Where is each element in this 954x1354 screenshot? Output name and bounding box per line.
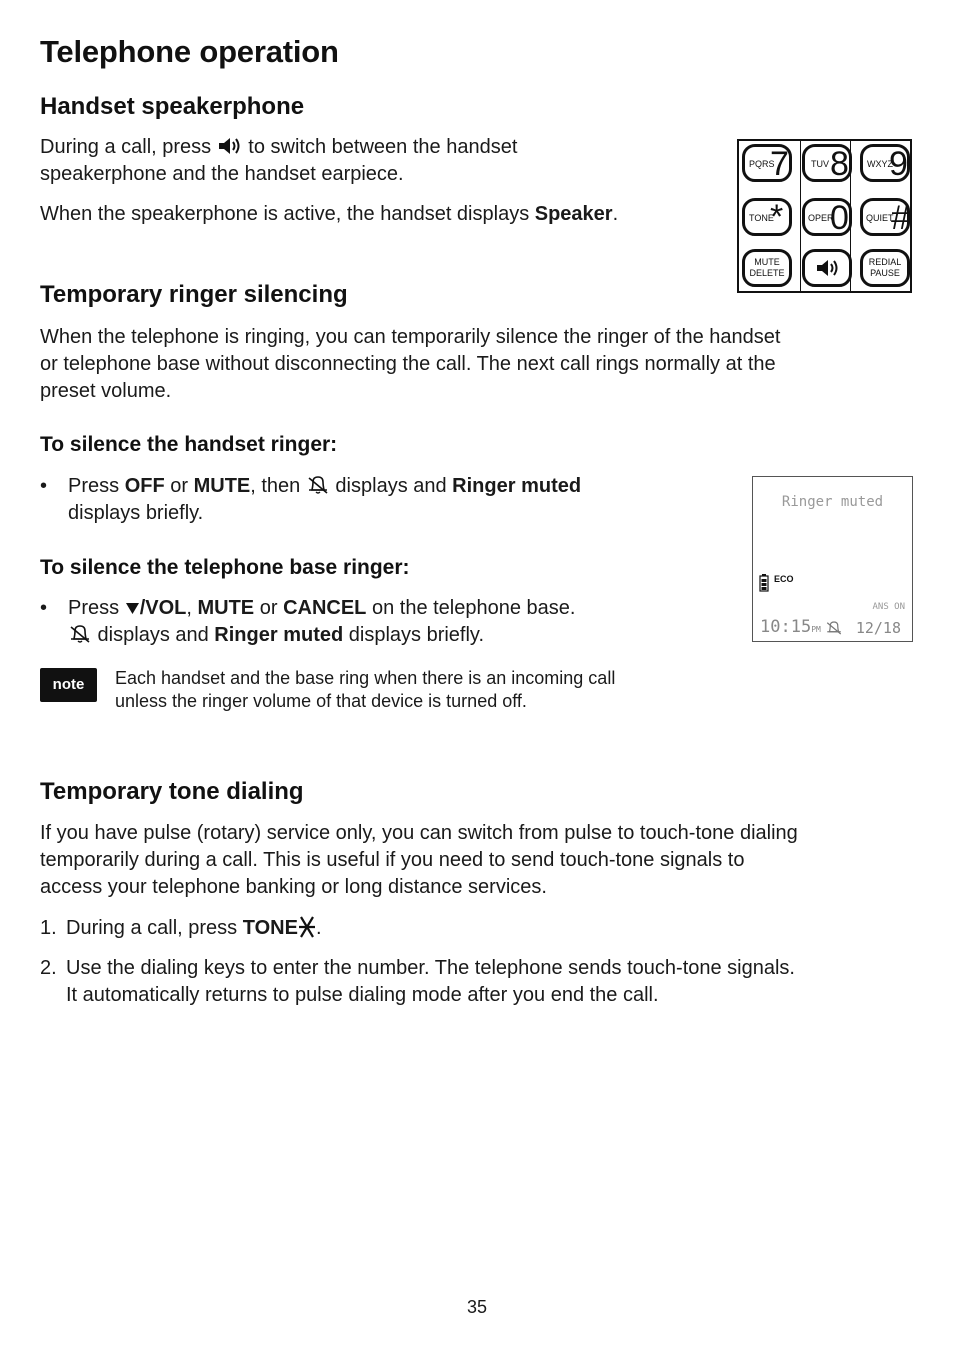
text: During a call, press [40,136,217,158]
text: Each handset and the base ring when there is an incoming call [115,668,616,688]
display-message: Ringer muted [214,624,344,646]
key-digit: 0 [830,199,849,237]
text: . [315,917,322,939]
date-text: 12/18 [855,619,901,637]
ringer-off-icon [68,624,92,644]
subheading-base-ringer: To silence the telephone base ringer: [40,556,410,579]
text: displays and [329,475,453,497]
key-8 [802,144,852,182]
step-number: 1. [40,917,57,939]
handset-ringer-bullet [40,473,680,527]
text: on the telephone base. [366,597,576,619]
key-name: MUTE [193,475,251,497]
key-letters: TONE [749,213,774,223]
key-name: OFF [124,475,165,497]
key-label: DELETE [749,268,785,278]
key-label: MUTE [754,257,780,267]
tone-paragraph [40,820,798,901]
key-digit: 9 [889,145,908,183]
battery-icon [759,574,769,592]
tone-step-2 [40,955,920,1009]
key-letters: TUV [811,159,829,169]
key-redial-pause [860,249,910,287]
speakerphone-paragraph-1 [40,134,517,188]
bullet-dot: • [40,475,48,497]
clock-time [760,617,821,637]
ampm-text: PM [811,625,821,634]
key-name: TONE [242,917,298,939]
speaker-display-label: Speaker [534,203,613,225]
divider [800,141,801,291]
text: or telephone base without disconnecting the call. The next call rings normally at the [40,353,776,375]
time-text: 10:15 [760,617,812,637]
text: displays briefly. [343,624,484,646]
bullet-dot: • [40,597,48,619]
down-arrow-icon [125,601,140,615]
speaker-icon [815,258,841,278]
step-text [66,915,322,942]
key-digit: 8 [830,145,849,183]
text: When the telephone is ringing, you can temporarily silence the ringer of the handset [40,326,781,348]
speakerphone-paragraph-2 [40,201,618,228]
base-ringer-bullet [40,595,680,649]
text: , [186,597,198,619]
text: . [612,203,619,225]
text: Press [68,475,125,497]
subheading-handset-ringer: To silence the handset ringer: [40,433,338,456]
display-message: Ringer muted [781,494,884,510]
key-letters: QUIET [866,213,894,223]
key-7 [742,144,792,182]
text: Use the dialing keys to enter the number. The telephone sends touch-tone signals. [66,957,795,979]
text: displays and [92,624,215,646]
text: It automatically returns to pulse dialing mode after you end the call. [66,984,659,1006]
section-heading-ringer: Temporary ringer silencing [40,281,348,308]
step-number: 2. [40,957,57,979]
display-message: Ringer muted [452,475,582,497]
page-number: 35 [466,1297,488,1317]
key-label: PAUSE [870,268,900,278]
key-name: /VOL [139,597,187,619]
key-letters: PQRS [749,159,775,169]
note-text [115,667,615,713]
text: Press [68,597,125,619]
text: to switch between the handset [242,136,518,158]
note-badge: note [40,668,97,702]
bullet-text [68,473,581,527]
ringer-off-icon [825,620,843,636]
key-speaker [802,249,852,287]
text: access your telephone banking or long distance services. [40,876,547,898]
section-heading-speakerphone: Handset speakerphone [40,93,305,120]
key-digit: * [770,198,784,236]
text: If you have pulse (rotary) service only, you can switch from pulse to touch-tone dialing [40,822,798,844]
key-name: CANCEL [283,597,367,619]
text: , then [250,475,306,497]
page-title: Telephone operation [40,34,339,69]
key-digit: # [891,199,910,237]
key-letters: OPER [808,213,834,223]
tone-step-1 [40,915,740,942]
answering-status: ANS ON [872,602,905,612]
keypad-illustration [737,139,912,293]
key-label: REDIAL [868,257,902,267]
key-name: MUTE [197,597,255,619]
key-digit: 7 [770,145,789,183]
text: speakerphone and the handset earpiece. [40,163,404,185]
key-9 [860,144,910,182]
key-mute-delete [742,249,792,287]
ringer-off-icon [306,475,330,495]
text: displays briefly. [68,502,204,524]
text: or [164,475,194,497]
eco-indicator: ECO [774,574,794,584]
text: or [254,597,284,619]
speaker-icon [217,136,243,156]
text: During a call, press [66,917,243,939]
handset-display-illustration [752,476,913,642]
bullet-text [68,595,575,649]
key-star-tone [742,198,792,236]
text: preset volume. [40,380,172,402]
star-key-icon [298,915,316,939]
key-0 [802,198,852,236]
key-pound-quiet [860,198,910,236]
section-heading-tone: Temporary tone dialing [40,778,304,805]
text: temporarily during a call. This is useful if you need to send touch-tone signals to [40,849,745,871]
step-text [66,955,795,1009]
text: unless the ringer volume of that device is turned off. [115,691,527,711]
key-letters: WXYZ [867,159,893,169]
ringer-paragraph [40,324,780,405]
text: When the speakerphone is active, the handset displays [40,203,535,225]
